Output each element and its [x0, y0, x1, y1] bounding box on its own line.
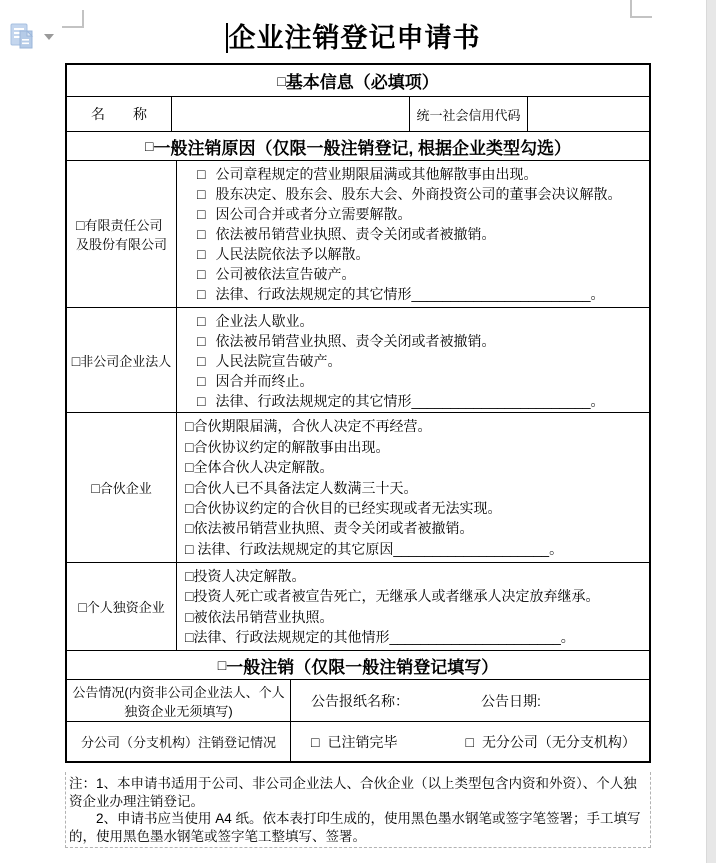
reason-text: 人民法院依法予以解散。 — [215, 246, 370, 262]
group-label: 有限责任公司 及股份有限公司 — [75, 218, 167, 252]
reason-item — [177, 586, 643, 606]
group-label: 个人独资企业 — [86, 600, 165, 615]
page-title: 企业注销登记申请书 — [228, 23, 481, 53]
reason-text: 法律、行政法规规定的其它情形_______________________。 — [215, 393, 605, 409]
reason-text: 因公司合并或者分立需要解散。 — [215, 206, 412, 222]
reason-item — [177, 498, 643, 518]
group-label-cell — [67, 161, 177, 307]
group-label-cell — [67, 308, 177, 412]
checkbox-icon[interactable]: □ — [185, 540, 194, 557]
reason-text: 依法被吊销营业执照、责令关闭或者被撤销。 — [215, 226, 496, 242]
announcement-fields — [291, 680, 649, 721]
checkbox-icon[interactable]: □ — [197, 353, 206, 369]
checkbox-icon[interactable]: □ — [197, 246, 206, 262]
reason-item — [177, 204, 643, 224]
reason-text: 合伙协议约定的合伙目的已经实现或者无法实现。 — [193, 499, 502, 516]
checkbox-icon[interactable]: □ — [91, 480, 100, 496]
section-header-general-reason — [67, 131, 649, 160]
reason-item — [177, 351, 643, 371]
checkbox-icon[interactable]: □ — [185, 628, 194, 645]
document-title-block — [0, 16, 706, 55]
reason-text: 合伙人已不具备法定人数满三十天。 — [193, 479, 418, 496]
reason-item — [177, 457, 643, 477]
reason-text: 合伙期限届满，合伙人决定不再经营。 — [193, 418, 432, 435]
checkbox-icon[interactable]: □ — [197, 333, 206, 349]
reason-item-list — [177, 563, 649, 650]
reason-item — [177, 539, 643, 559]
group-label: 合伙企业 — [99, 481, 152, 496]
newspaper-name-field[interactable]: 公告报纸名称： — [311, 692, 409, 709]
reason-item-list — [177, 308, 649, 412]
reason-text: 因合并而终止。 — [215, 373, 314, 389]
section-header-basic-info — [67, 65, 649, 96]
reason-text: 法律、行政法规规定的其他情形______________________。 — [193, 628, 575, 645]
checkbox-icon[interactable]: □ — [197, 186, 206, 202]
checkbox-icon[interactable]: □ — [185, 459, 194, 476]
reason-text: 依法被吊销营业执照、责令关闭或者被撤销。 — [193, 520, 474, 537]
name-label: 名 称 — [67, 97, 172, 131]
reason-item-list — [177, 161, 649, 307]
option-no-branch — [465, 732, 635, 752]
checkbox-icon[interactable]: □ — [197, 166, 206, 182]
checkbox-icon[interactable]: □ — [185, 568, 194, 585]
checkbox-icon[interactable]: □ — [197, 393, 206, 409]
reason-item — [177, 391, 643, 411]
reason-text: 投资人决定解散。 — [193, 568, 306, 585]
credit-code-input-cell[interactable] — [528, 97, 649, 131]
reason-text: 依法被吊销营业执照、责令关闭或者被撤销。 — [215, 333, 496, 349]
reason-item — [177, 416, 643, 436]
section-header-text: 一般注销原因（仅限一般注销登记, 根据企业类型勾选） — [153, 138, 571, 158]
checkbox-icon[interactable]: □ — [197, 226, 206, 242]
reason-text: 全体合伙人决定解散。 — [193, 459, 334, 476]
reason-text: 企业法人歇业。 — [215, 313, 314, 329]
branch-label: 分公司（分支机构）注销登记情况 — [67, 722, 291, 761]
reason-item — [177, 437, 643, 457]
note-line-1: 注：1、本申请书适用于公司、非公司企业法人、合伙企业（以上类型包含内资和外资）、个人独资企业办理注销登记。 — [69, 776, 637, 809]
section-header-text: 基本信息（必填项） — [285, 73, 439, 92]
reason-item — [177, 164, 643, 184]
reason-text: 公司章程规定的营业期限届满或其他解散事由出现。 — [215, 166, 538, 182]
reason-item — [177, 518, 643, 538]
page-edge-strip — [706, 0, 716, 863]
group-label-cell — [67, 563, 177, 650]
announcement-label: 公告情况(内资非公司企业法人、个人独资企业无须填写) — [67, 680, 291, 721]
checkbox-icon[interactable]: □ — [311, 733, 320, 750]
reason-text: 公司被依法宣告破产。 — [215, 266, 356, 282]
checkbox-icon[interactable]: □ — [78, 599, 87, 615]
reason-item — [177, 371, 643, 391]
checkbox-icon[interactable]: □ — [277, 72, 286, 89]
option-text: 无分公司（无分支机构） — [481, 733, 636, 750]
branch-options — [291, 722, 649, 761]
checkbox-icon[interactable]: □ — [217, 657, 227, 673]
reason-text: 投资人死亡或者被宣告死亡，无继承人或者继承人决定放弃继承。 — [193, 588, 600, 605]
text-cursor — [226, 23, 228, 53]
checkbox-icon[interactable]: □ — [185, 608, 194, 625]
checkbox-icon[interactable]: □ — [197, 286, 206, 302]
reason-text: 人民法院宣告破产。 — [215, 353, 342, 369]
checkbox-icon[interactable]: □ — [185, 479, 194, 496]
reason-item — [177, 627, 643, 647]
reason-item — [177, 607, 643, 627]
reason-item — [177, 331, 643, 351]
reason-group-limited-company — [67, 160, 649, 307]
checkbox-icon[interactable]: □ — [71, 352, 81, 369]
reason-item — [177, 224, 643, 244]
reason-item — [177, 566, 643, 586]
option-text: 已注销完毕 — [327, 733, 398, 750]
reason-item-list — [177, 413, 649, 562]
reason-item — [177, 264, 643, 284]
group-label-cell — [67, 413, 177, 562]
form-notes — [65, 772, 651, 848]
checkbox-icon[interactable]: □ — [145, 138, 154, 154]
reason-item — [177, 284, 643, 304]
reason-group-sole-proprietorship — [67, 562, 649, 650]
reason-group-partnership — [67, 412, 649, 562]
announcement-date-field[interactable]: 公告日期: — [481, 692, 541, 709]
reason-item — [177, 244, 643, 264]
credit-code-label: 统一社会信用代码 — [410, 97, 528, 131]
checkbox-icon[interactable]: □ — [465, 733, 474, 750]
application-form-table — [65, 63, 651, 763]
checkbox-icon[interactable]: □ — [185, 588, 194, 605]
name-row — [67, 96, 649, 131]
checkbox-icon[interactable]: □ — [185, 418, 194, 435]
reason-item — [177, 311, 643, 331]
checkbox-icon[interactable]: □ — [197, 373, 206, 389]
checkbox-icon[interactable]: □ — [185, 499, 194, 516]
reason-text: 法律、行政法规规定的其它原因____________________。 — [193, 540, 564, 557]
checkbox-icon[interactable]: □ — [197, 266, 206, 282]
reason-text: 被依法吊销营业执照。 — [193, 608, 334, 625]
checkbox-icon[interactable]: □ — [197, 206, 206, 222]
reason-text: 合伙协议约定的解散事由出现。 — [193, 438, 390, 455]
reason-item — [177, 184, 643, 204]
section-header-general-cancellation — [67, 650, 649, 679]
group-label: 非公司企业法人 — [80, 353, 172, 369]
branch-cancellation-row — [67, 721, 649, 761]
reason-text: 法律、行政法规规定的其它情形_______________________。 — [215, 286, 605, 302]
reason-group-non-company — [67, 307, 649, 412]
checkbox-icon[interactable]: □ — [185, 520, 194, 537]
section-header-text: 一般注销（仅限一般注销登记填写） — [226, 657, 499, 677]
reason-item — [177, 478, 643, 498]
option-cancelled — [311, 732, 397, 752]
checkbox-icon[interactable]: □ — [75, 217, 85, 233]
note-line-2: 2、申请书应当使用 A4 纸。依本表打印生成的，使用黑色墨水钢笔或签字笔签署；手工填写的，使用黑色墨水钢笔或签字笔工整填写、签署。 — [69, 811, 641, 844]
announcement-row — [67, 679, 649, 721]
checkbox-icon[interactable]: □ — [197, 313, 206, 329]
name-input-cell[interactable] — [172, 97, 410, 131]
reason-text: 股东决定、股东会、股东大会、外商投资公司的董事会决议解散。 — [215, 186, 622, 202]
checkbox-icon[interactable]: □ — [185, 438, 194, 455]
